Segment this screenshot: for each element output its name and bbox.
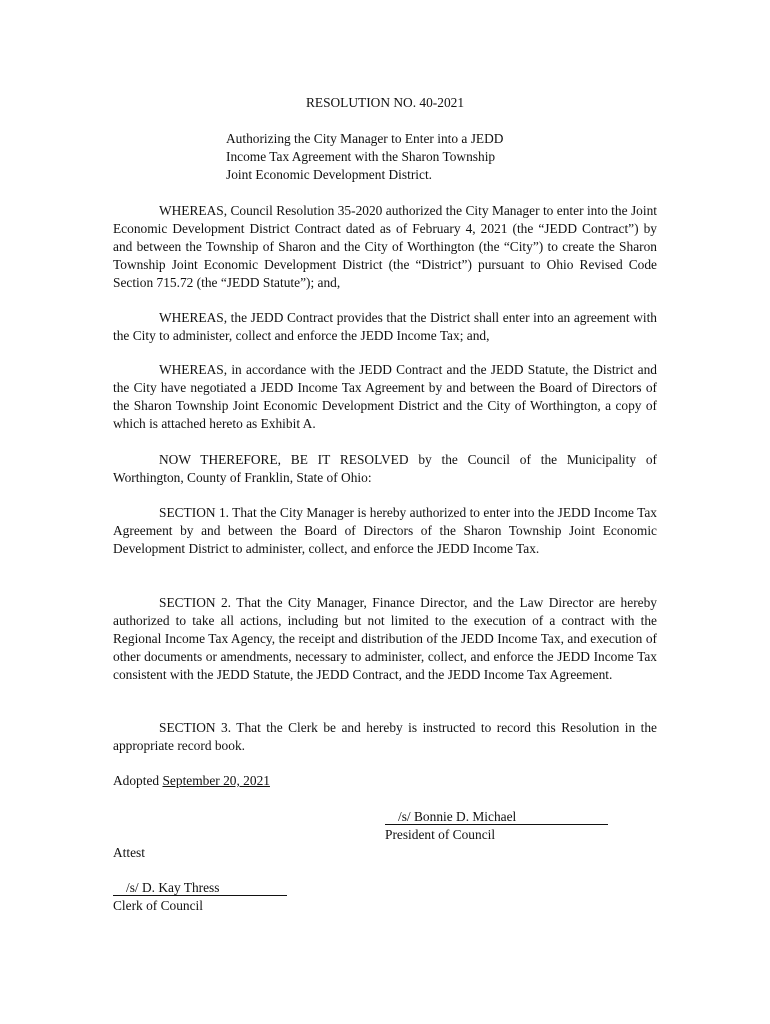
resolution-title: RESOLUTION NO. 40-2021 <box>305 95 465 110</box>
president-signature-line <box>385 808 608 825</box>
resolved-paragraph: NOW THEREFORE, BE IT RESOLVED by the Council of the Municipality of Worthington, County of Franklin, State of Ohio: <box>113 452 657 485</box>
subtitle-line: Income Tax Agreement with the Sharon Township <box>226 149 496 164</box>
resolution-subtitle <box>226 130 556 184</box>
whereas-paragraph-1: WHEREAS, Council Resolution 35-2020 authorized the City Manager to enter into the Joint Economic Development District Contract dated as of February 4, 2021 (the “JEDD Contract”) by and between the Township of Sharon and the City of Worthington (the “City”) to create the Sharon Township Joint Economic Development District (the “District”) pursuant to Ohio Revised Code Section 715.72 (the “JEDD Statute”); and, <box>113 203 657 290</box>
whereas-paragraph-2: WHEREAS, the JEDD Contract provides that the District shall enter into an agreement with the City to administer, collect and enforce the JEDD Income Tax; and, <box>113 310 657 343</box>
clerk-title: Clerk of Council <box>113 898 204 913</box>
subtitle-line: Joint Economic Development District. <box>226 167 433 182</box>
subtitle-line: Authorizing the City Manager to Enter into a JEDD <box>226 131 504 146</box>
section-2-paragraph: SECTION 2. That the City Manager, Finance Director, and the Law Director are hereby authorized to take all actions, including but not limited to the execution of a contract with the Regional Income Tax Agency, the receipt and distribution of the JEDD Income Tax, and execution of other documents or amendments, necessary to administer, collect, and enforce the JEDD Income Tax consistent with the JEDD Statute, the JEDD Contract, and the JEDD Income Tax Agreement. <box>113 595 657 682</box>
president-signature: /s/ Bonnie D. Michael <box>398 809 517 824</box>
clerk-signature: /s/ D. Kay Thress <box>126 880 220 895</box>
attest-label: Attest <box>113 845 145 860</box>
clerk-signature-line <box>113 879 287 896</box>
adopted-line <box>113 772 270 790</box>
whereas-paragraph-3: WHEREAS, in accordance with the JEDD Contract and the JEDD Statute, the District and the City have negotiated a JEDD Income Tax Agreement by and between the Board of Directors of the Sharon Township Joint Economic Development District and the City of Worthington, a copy of which is attached hereto as Exhibit A. <box>113 362 657 431</box>
adopted-label: Adopted <box>113 773 160 788</box>
adopted-date: September 20, 2021 <box>162 773 270 788</box>
section-3-paragraph: SECTION 3. That the Clerk be and hereby is instructed to record this Resolution in the appropriate record book. <box>113 720 657 753</box>
section-1-paragraph: SECTION 1. That the City Manager is hereby authorized to enter into the JEDD Income Tax Agreement by and between the Board of Directors of the Sharon Township Joint Economic Development District to administer, collect, and enforce the JEDD Income Tax. <box>113 505 657 556</box>
president-title: President of Council <box>385 827 496 842</box>
